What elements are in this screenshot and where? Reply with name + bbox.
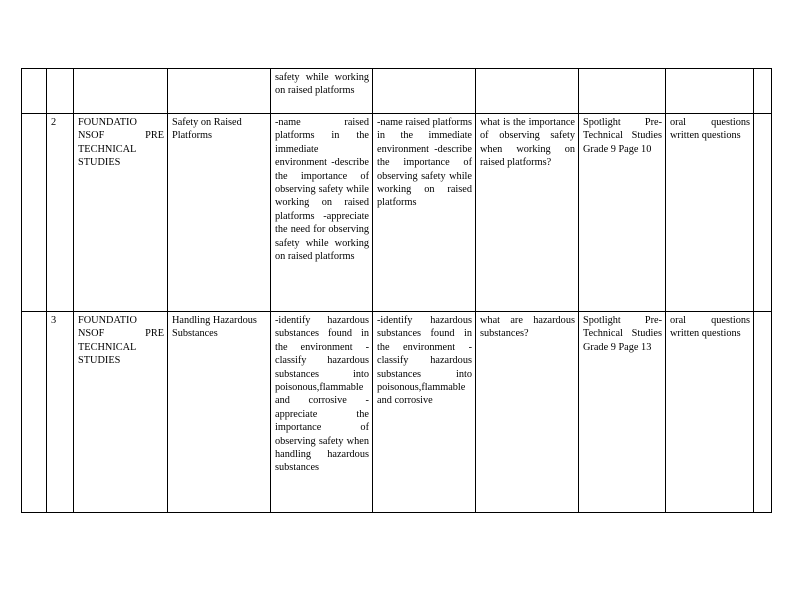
- cell-blank-a: [22, 312, 47, 513]
- cell-assessment: [666, 69, 754, 114]
- cell-remarks: [754, 69, 772, 114]
- scheme-of-work-table: [21, 68, 772, 513]
- cell-objectives: -identify hazardous substances found in the environment -classify hazardous substances into poisonous,flammable and corrosive -appreciate the importance of observing safety when handling hazardous substances: [271, 312, 373, 513]
- cell-key-inquiry-question: [476, 69, 579, 114]
- cell-assessment: oral questions written questions: [666, 114, 754, 312]
- cell-learning-experiences: [373, 69, 476, 114]
- cell-assessment: oral questions written questions: [666, 312, 754, 513]
- cell-learning-experiences: -name raised platforms in the immediate environment -describe the importance of observing safety while working on raised platforms: [373, 114, 476, 312]
- cell-subject: FOUNDATIO NSOF PRE TECHNICAL STUDIES: [74, 312, 168, 513]
- table-row: [22, 312, 772, 513]
- cell-subject: [74, 69, 168, 114]
- cell-remarks: [754, 114, 772, 312]
- cell-topic: Handling Hazardous Substances: [168, 312, 271, 513]
- table-row: [22, 114, 772, 312]
- cell-topic: [168, 69, 271, 114]
- table-row: [22, 69, 772, 114]
- cell-learning-resources: Spotlight Pre-Technical Studies Grade 9 Page 10: [579, 114, 666, 312]
- cell-lesson-number: 2: [47, 114, 74, 312]
- cell-topic: Safety on Raised Platforms: [168, 114, 271, 312]
- cell-learning-resources: [579, 69, 666, 114]
- cell-lesson-number: 3: [47, 312, 74, 513]
- cell-remarks: [754, 312, 772, 513]
- cell-objectives: -name raised platforms in the immediate environment -describe the importance of observing safety while working on raised platforms -appreciate the need for observing safety while working on raised platforms: [271, 114, 373, 312]
- cell-lesson-number: [47, 69, 74, 114]
- cell-learning-experiences: -identify hazardous substances found in the environment -classify hazardous substances into poisonous,flammable and corrosive: [373, 312, 476, 513]
- cell-learning-resources: Spotlight Pre-Technical Studies Grade 9 Page 13: [579, 312, 666, 513]
- cell-subject: FOUNDATIO NSOF PRE TECHNICAL STUDIES: [74, 114, 168, 312]
- cell-key-inquiry-question: what are hazardous substances?: [476, 312, 579, 513]
- cell-objectives: safety while working on raised platforms: [271, 69, 373, 114]
- cell-key-inquiry-question: what is the importance of observing safety when working on raised platforms?: [476, 114, 579, 312]
- cell-blank-a: [22, 69, 47, 114]
- cell-blank-a: [22, 114, 47, 312]
